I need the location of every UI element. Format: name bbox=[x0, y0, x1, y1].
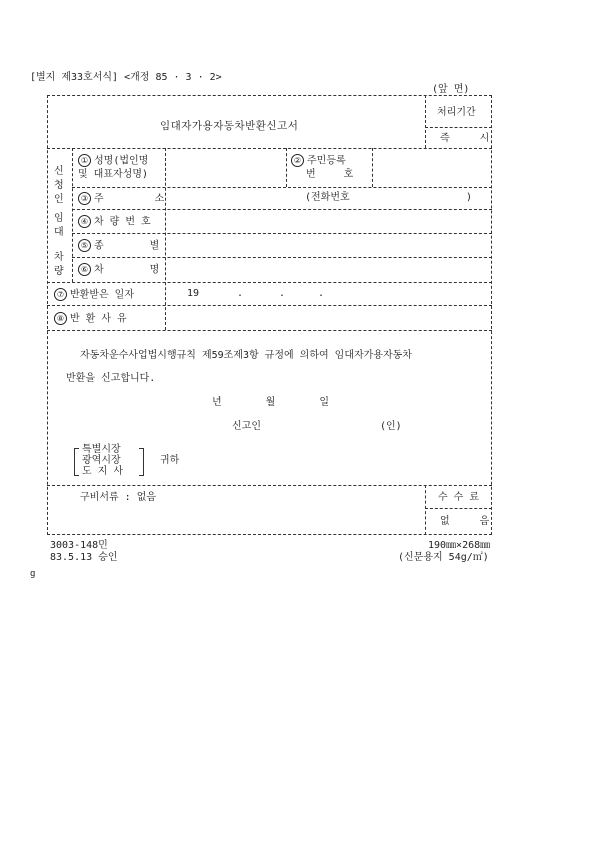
footer-approval: 83.5.13 승인 bbox=[50, 552, 118, 563]
number-4-icon: ④ bbox=[78, 215, 91, 228]
vehicle-group-char-5: 량 bbox=[54, 266, 64, 277]
processing-period-value: 즉 시 bbox=[440, 133, 490, 144]
statement-line-1: 자동차운수사업법시행규칙 제59조제3항 규정에 의하여 임대자가용자동차 bbox=[80, 350, 412, 361]
return-date-dot-2: . bbox=[279, 288, 286, 299]
vehicle-type-label: ⑤ 종 별 bbox=[78, 239, 159, 253]
recipient-suffix: 귀하 bbox=[160, 455, 180, 466]
footer-code: 3003-148민 bbox=[50, 540, 108, 551]
fee-label: 수 수 료 bbox=[438, 492, 480, 503]
return-reason-label: ⑧ 반 환 사 유 bbox=[54, 312, 127, 326]
id-number-label-line2: 번 호 bbox=[306, 169, 354, 180]
return-date-label: ⑦ 반환받은 일자 bbox=[54, 288, 134, 302]
name-label: ① 성명(법인명 bbox=[78, 154, 148, 168]
statement-date-line: 년 월 일 bbox=[212, 397, 330, 408]
attachments-label: 구비서류 : 없음 bbox=[80, 492, 157, 503]
return-date-dot-3: . bbox=[318, 288, 325, 299]
plate-number-label: ④ 차 량 번 호 bbox=[78, 215, 151, 229]
return-date-year: 19 bbox=[187, 288, 200, 299]
vehicle-model-label: ⑥ 차 명 bbox=[78, 263, 159, 277]
processing-period-label: 처리기간 bbox=[437, 107, 476, 118]
vehicle-group-char-4: 차 bbox=[54, 252, 64, 263]
phone-close: ) bbox=[466, 192, 473, 203]
footer-size: 190㎜×268㎜ bbox=[428, 540, 491, 551]
recipient-bracket-right bbox=[139, 448, 144, 476]
recipient-bracket-left bbox=[74, 448, 79, 476]
page-side-label: (앞 면) bbox=[432, 84, 470, 95]
phone-label: (전화번호 bbox=[305, 192, 350, 203]
applicant-group-char-1: 신 bbox=[54, 166, 64, 177]
seal-mark: (인) bbox=[380, 421, 402, 432]
footer-mark: g bbox=[30, 569, 36, 579]
footer-paper: (신문용지 54g/㎡) bbox=[398, 552, 489, 563]
number-7-icon: ⑦ bbox=[54, 288, 67, 301]
signer-label: 신고인 bbox=[232, 421, 261, 432]
recipient-line-2: 광역시장 bbox=[82, 455, 121, 466]
return-date-dot-1: . bbox=[237, 288, 244, 299]
form-number: [별지 제33호서식] <개정 85 · 3 · 2> bbox=[30, 72, 222, 83]
vehicle-group-char-1: 임 bbox=[54, 213, 64, 224]
applicant-group-char-3: 인 bbox=[54, 194, 64, 205]
statement-line-2: 반환을 신고합니다. bbox=[66, 373, 156, 384]
vehicle-group-char-2: 대 bbox=[54, 227, 64, 238]
address-label: ③ 주 소 bbox=[78, 192, 164, 206]
form-title: 임대자가용자동차반환신고서 bbox=[160, 120, 299, 132]
number-2-icon: ② bbox=[291, 154, 304, 167]
name-label-line2: 및 대표자성명) bbox=[78, 169, 149, 180]
id-number-label: ② 주민등록 bbox=[291, 154, 346, 168]
number-6-icon: ⑥ bbox=[78, 263, 91, 276]
number-3-icon: ③ bbox=[78, 192, 91, 205]
number-1-icon: ① bbox=[78, 154, 91, 167]
number-8-icon: ⑧ bbox=[54, 312, 67, 325]
recipient-line-1: 특별시장 bbox=[82, 444, 121, 455]
fee-value: 없 음 bbox=[440, 516, 490, 527]
applicant-group-char-2: 청 bbox=[54, 180, 64, 191]
recipient-line-3: 도 지 사 bbox=[82, 466, 124, 477]
number-5-icon: ⑤ bbox=[78, 239, 91, 252]
